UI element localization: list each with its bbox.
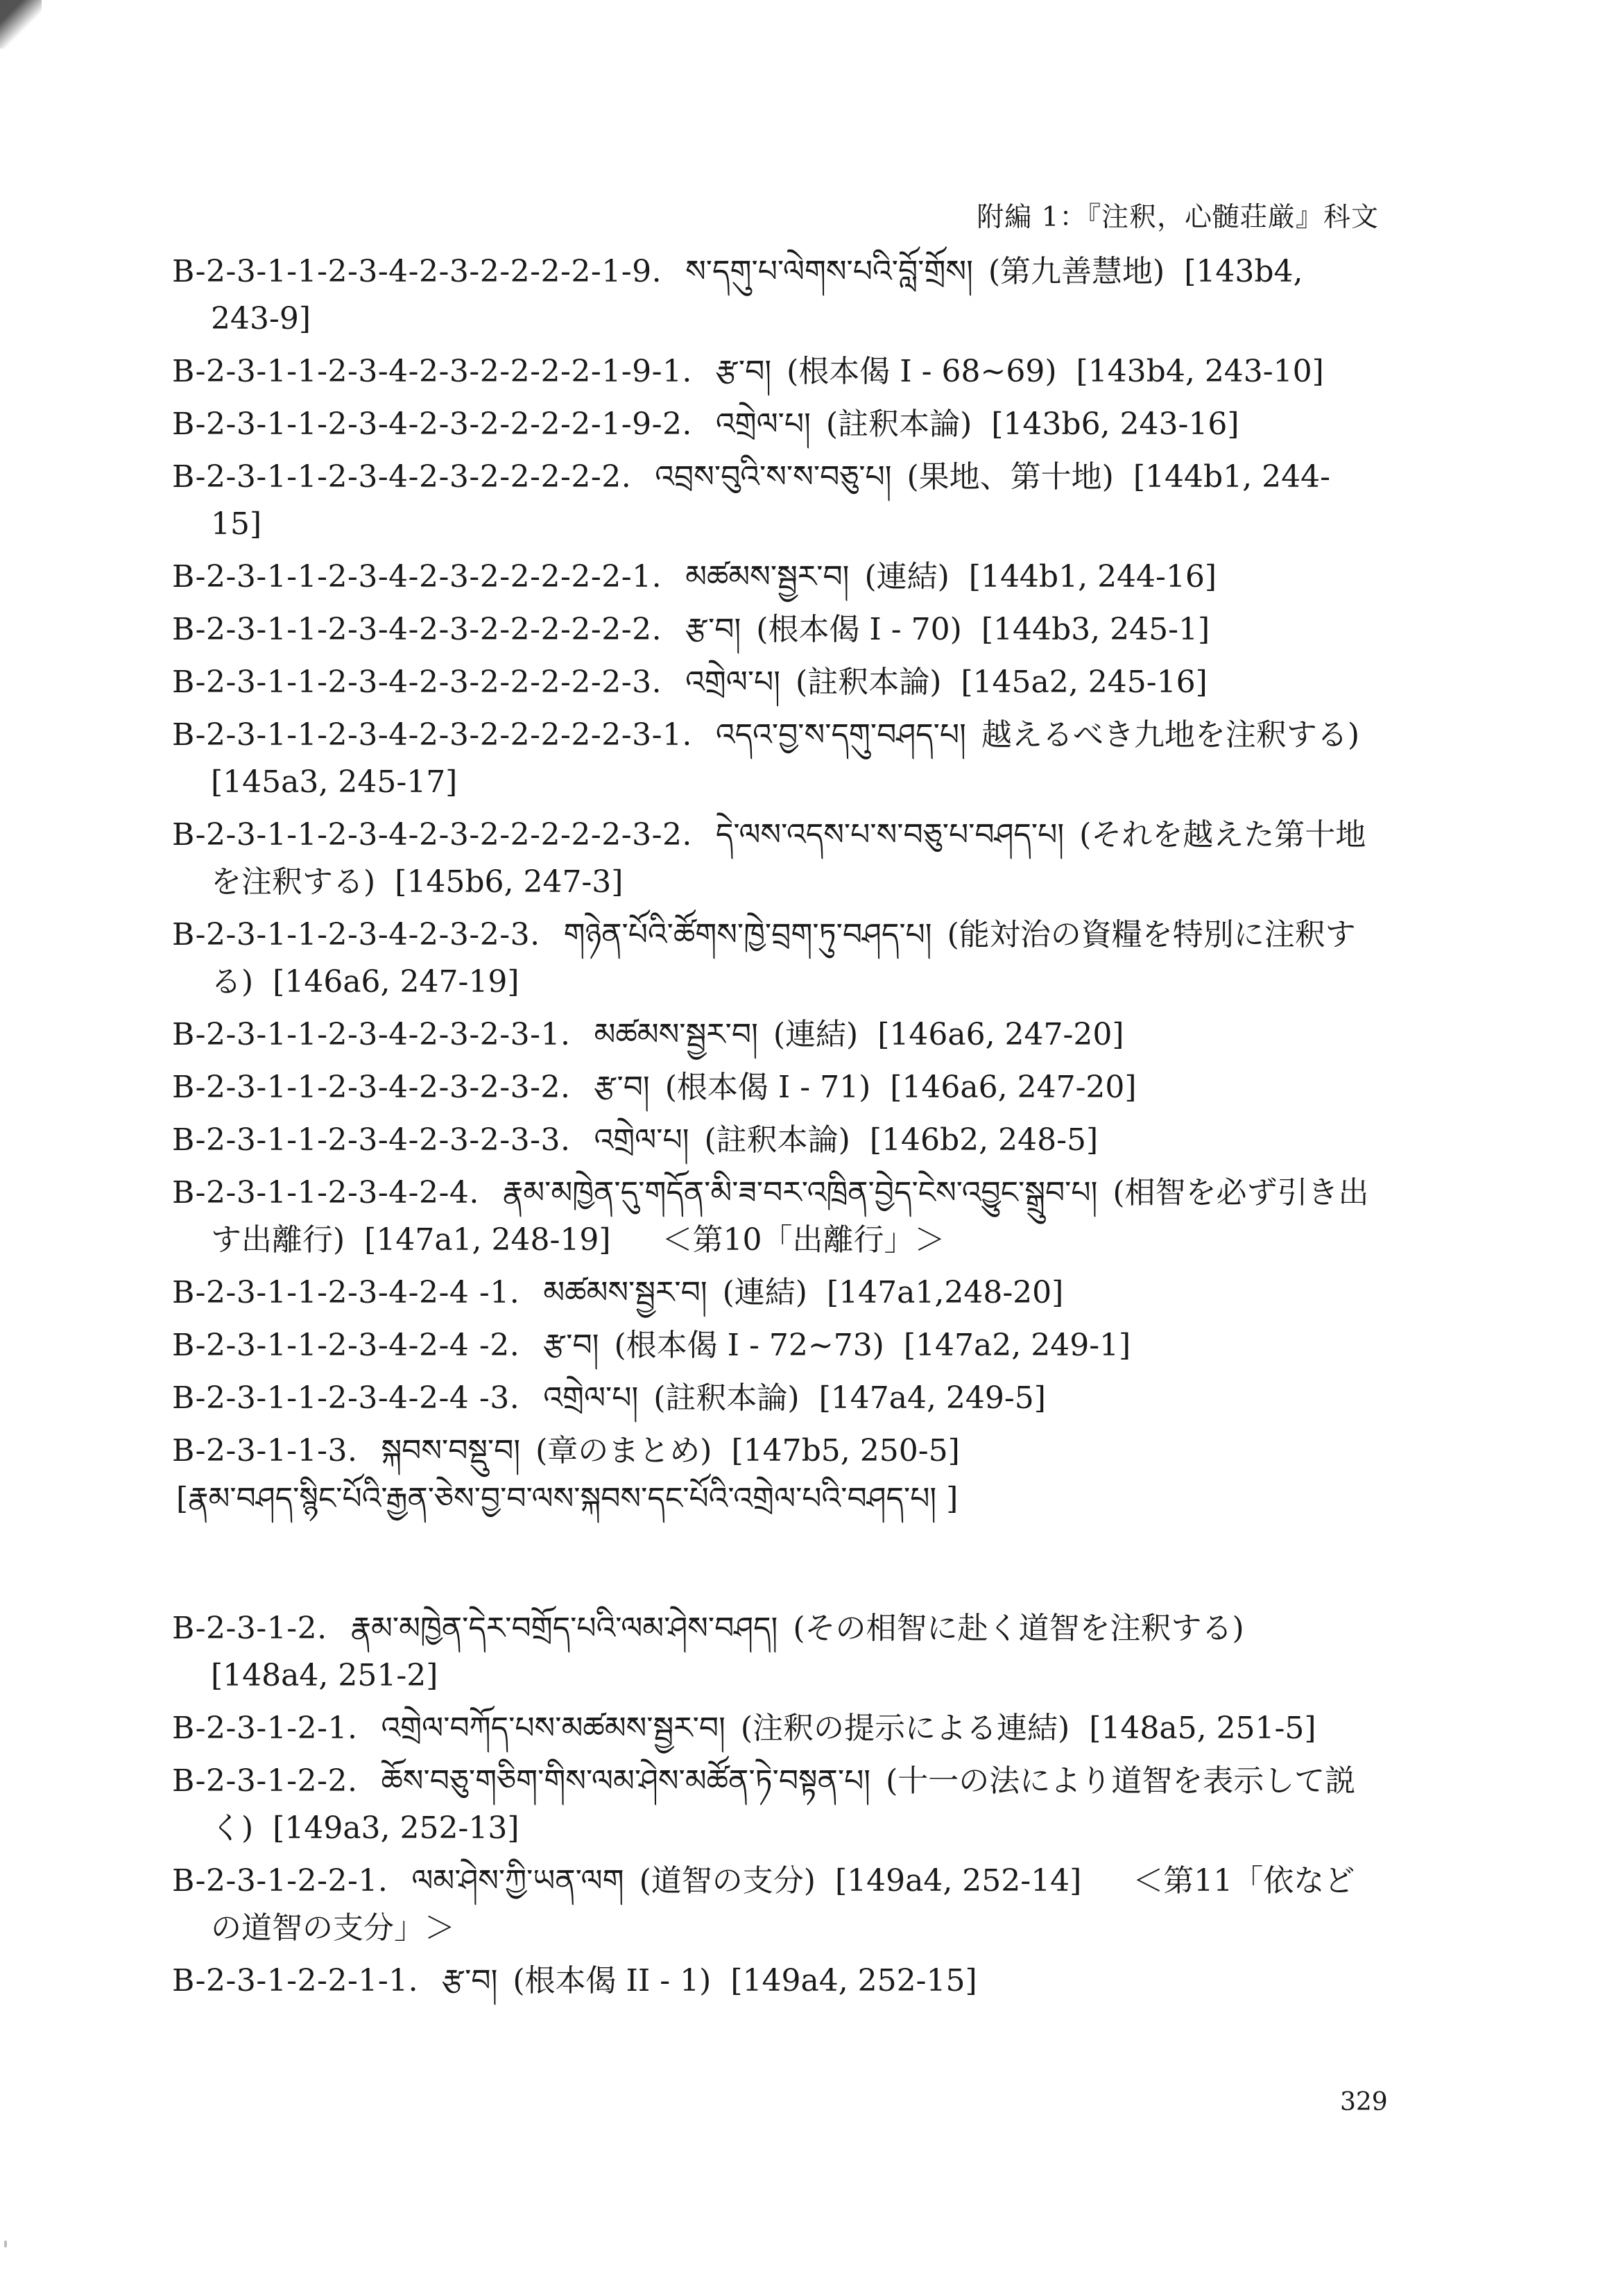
outline-entry: [172, 1064, 1379, 1111]
entry-section-note: ＜第10「出離行」＞: [662, 1222, 945, 1258]
outline-entry: [172, 1170, 1379, 1264]
entry-reference: [148a5, 251-5]: [1089, 1711, 1316, 1746]
entry-japanese-title: (註釈本論): [704, 1122, 850, 1158]
entry-tibetan-title: ལམ་ཤེས་ཀྱི་ཡན་ལག: [411, 1863, 624, 1899]
outline-entry: [172, 1605, 1379, 1699]
entry-code: B-2-3-1-1-2-3-4-2-4 -3.: [172, 1380, 520, 1416]
entry-japanese-title: (連結): [864, 559, 950, 594]
entry-tibetan-title: དེ་ལས་འདས་པ་ས་བཅུ་པ་བཤད་པ།: [715, 817, 1065, 853]
scan-corner-mark: [0, 0, 42, 49]
outline-entry: [172, 1011, 1379, 1059]
entry-japanese-title: (根本偈 I - 70): [756, 612, 962, 647]
chapter-summary-line: [རྣམ་བཤད་སྙིང་པོའི་རྒྱན་ཅེས་བྱ་བ་ལས་སྐབས་དང་པོའི་འགྲེལ་པའི་བཤད་པ། ]: [176, 1481, 959, 1516]
entry-code: B-2-3-1-1-2-3-4-2-3-2-2-2-2-2-3-2.: [172, 817, 692, 853]
entry-tibetan-title: རྩ་བ།: [685, 612, 741, 647]
entry-japanese-title: (十一の法により道智を表示して説く): [211, 1763, 1356, 1846]
entry-tibetan-title: རྩ་བ།: [442, 1963, 498, 1998]
entry-code: B-2-3-1-2.: [172, 1611, 327, 1646]
entry-code: B-2-3-1-1-2-3-4-2-3-2-2-2-2-2-3-1.: [172, 717, 692, 753]
outline-entry: [172, 1375, 1379, 1422]
entry-japanese-title: (根本偈 I - 71): [664, 1070, 871, 1105]
entry-japanese-title: (連結): [773, 1017, 859, 1052]
entry-reference: [146a6, 247-19]: [273, 964, 519, 1000]
outline-entry: [172, 454, 1379, 548]
entry-code: B-2-3-1-1-2-3-4-2-4.: [172, 1175, 479, 1210]
entry-code: B-2-3-1-1-2-3-4-2-4 -1.: [172, 1275, 520, 1310]
entry-code: B-2-3-1-1-2-3-4-2-3-2-2-2-2-1-9-1.: [172, 354, 692, 389]
entry-reference: [143b4, 243-9]: [211, 254, 1303, 336]
outline-entry: [172, 1322, 1379, 1369]
outline-entry: [172, 248, 1379, 343]
outline-list-bottom: [172, 1605, 1379, 2005]
entry-code: B-2-3-1-1-2-3-4-2-3-2-3-2.: [172, 1070, 571, 1105]
entry-tibetan-title: རྩ་བ།: [715, 354, 772, 389]
entry-code: B-2-3-1-1-2-3-4-2-3-2-2-2-2-2.: [172, 459, 632, 495]
entry-tibetan-title: འགྲེལ་བཀོད་པས་མཚམས་སྦྱར་བ།: [381, 1711, 725, 1746]
entry-tibetan-title: འགྲེལ་པ།: [715, 406, 811, 442]
outline-entry: [172, 1269, 1379, 1317]
entry-code: B-2-3-1-1-2-3-4-2-3-2-3.: [172, 917, 540, 952]
entry-japanese-title: (註釈本論): [825, 406, 972, 442]
section-gap: [172, 1523, 1379, 1605]
entry-reference: [145a3, 245-17]: [211, 764, 458, 800]
outline-entry: [172, 1117, 1379, 1164]
entry-japanese-title: (連結): [722, 1275, 807, 1310]
entry-reference: [149a4, 252-15]: [730, 1963, 977, 1998]
entry-reference: [146b2, 248-5]: [869, 1122, 1099, 1158]
page-number: 329: [1340, 2088, 1388, 2116]
entry-reference: [146a6, 247-20]: [877, 1017, 1124, 1052]
outline-entry: [172, 911, 1379, 1006]
outline-entry: [172, 1858, 1379, 1952]
outline-entry: [172, 554, 1379, 601]
entry-reference: [143b6, 243-16]: [991, 406, 1239, 442]
entry-japanese-title: (第九善慧地): [988, 254, 1165, 289]
entry-japanese-title: 越えるべき九地を注釈する): [981, 717, 1360, 753]
outline-list-top: [172, 248, 1379, 1475]
scan-edge-speck: [4, 2241, 7, 2247]
entry-reference: [147b5, 250-5]: [731, 1433, 960, 1468]
entry-reference: [145a2, 245-16]: [961, 665, 1208, 700]
entry-tibetan-title: སྐབས་བསྡུ་བ།: [381, 1433, 521, 1468]
entry-tibetan-title: འགྲེལ་པ།: [685, 665, 781, 700]
outline-entry: [172, 606, 1379, 653]
entry-tibetan-title: འགྲེལ་པ།: [594, 1122, 689, 1158]
entry-tibetan-title: གཉེན་པོའི་ཚོགས་ཁྱེ་བྲག་ཏུ་བཤད་པ།: [563, 917, 932, 952]
entry-japanese-title: (註釈本論): [653, 1380, 800, 1416]
entry-code: B-2-3-1-2-2-1.: [172, 1863, 388, 1899]
entry-japanese-title: (注釈の提示による連結): [740, 1711, 1070, 1746]
entry-code: B-2-3-1-2-2-1-1.: [172, 1963, 419, 1998]
entry-japanese-title: (根本偈 I - 72~73): [614, 1328, 884, 1363]
entry-tibetan-title: མཚམས་སྦྱར་བ།: [594, 1017, 758, 1052]
entry-japanese-title: (相智を必ず引き出す出離行): [211, 1175, 1369, 1258]
entry-tibetan-title: འགྲེལ་པ།: [543, 1380, 639, 1416]
entry-tibetan-title: རྩ་བ།: [543, 1328, 599, 1363]
running-head: 附編 1：『注釈，心髄荘厳』科文: [977, 202, 1379, 233]
entry-reference: [144b3, 245-1]: [981, 612, 1210, 647]
entry-reference: [144b1, 244-16]: [968, 559, 1217, 594]
entry-reference: [149a4, 252-14]: [834, 1863, 1082, 1899]
outline-entry: [172, 1758, 1379, 1852]
entry-tibetan-title: རྣམ་མཁྱེན་དེར་བགྲོད་པའི་ལམ་ཤེས་བཤད།: [350, 1611, 778, 1646]
entry-section-note: ＜第11「依などの道智の支分」＞: [211, 1863, 1355, 1946]
entry-code: B-2-3-1-1-2-3-4-2-3-2-2-2-2-1-9.: [172, 254, 662, 289]
entry-reference: [144b1, 244-15]: [211, 459, 1330, 542]
entry-code: B-2-3-1-1-2-3-4-2-3-2-2-2-2-2-2.: [172, 612, 662, 647]
entry-japanese-title: (根本偈 I - 68~69): [787, 354, 1057, 389]
entry-tibetan-title: ཆོས་བཅུ་གཅིག་གིས་ལམ་ཤེས་མཚོན་ཏེ་བསྟན་པ།: [381, 1763, 871, 1799]
entry-tibetan-title: འདའ་བྱ་ས་དགུ་བཤད་པ།: [715, 717, 966, 753]
entry-tibetan-title: རྣམ་མཁྱེན་དུ་གདོན་མི་ཟ་བར་འཁྲིན་བྱེད་ངེས་འབྱུང་སྒྲུབ་པ།: [502, 1175, 1098, 1210]
entry-reference: [149a3, 252-13]: [273, 1810, 519, 1846]
outline-entry: [172, 1428, 1379, 1475]
entry-code: B-2-3-1-1-2-3-4-2-3-2-2-2-2-2-3.: [172, 665, 662, 700]
entry-code: B-2-3-1-2-1.: [172, 1711, 358, 1746]
entry-code: B-2-3-1-1-2-3-4-2-3-2-2-2-2-2-1.: [172, 559, 662, 594]
entry-reference: [147a2, 249-1]: [903, 1328, 1131, 1363]
outline-entry: [172, 401, 1379, 448]
entry-reference: [145b6, 247-3]: [395, 864, 624, 900]
entry-tibetan-title: འབྲས་བུའི་ས་ས་བཅུ་པ།: [655, 459, 892, 495]
outline-entry: [172, 812, 1379, 906]
outline-entry: [172, 1957, 1379, 2005]
outline-content: [172, 248, 1379, 2005]
entry-tibetan-title: རྩ་བ།: [594, 1070, 650, 1105]
entry-reference: [147a1,248-20]: [826, 1275, 1064, 1310]
entry-reference: [148a4, 251-2]: [211, 1658, 438, 1693]
entry-japanese-title: (註釈本論): [796, 665, 942, 700]
entry-japanese-title: (その相智に赴く道智を注釈する): [793, 1611, 1244, 1646]
entry-reference: [146a6, 247-20]: [890, 1070, 1137, 1105]
entry-tibetan-title: མཚམས་སྦྱར་བ།: [685, 559, 850, 594]
entry-reference: [147a4, 249-5]: [818, 1380, 1046, 1416]
entry-japanese-title: (道智の支分): [639, 1863, 816, 1899]
entry-tibetan-title: ས་དགུ་པ་ལེགས་པའི་བློ་གྲོས།: [685, 254, 973, 289]
entry-japanese-title: (根本偈 II - 1): [513, 1963, 712, 1998]
outline-entry: [172, 348, 1379, 395]
outline-entry: [172, 712, 1379, 806]
entry-japanese-title: (章のまとめ): [535, 1433, 712, 1468]
entry-tibetan-title: མཚམས་སྦྱར་བ།: [543, 1275, 707, 1310]
outline-entry: [172, 1705, 1379, 1752]
entry-japanese-title: (果地、第十地): [907, 459, 1114, 495]
entry-code: B-2-3-1-1-2-3-4-2-4 -2.: [172, 1328, 520, 1363]
entry-reference: [143b4, 243-10]: [1076, 354, 1324, 389]
entry-reference: [147a1, 248-19]: [364, 1222, 611, 1258]
outline-entry: [172, 659, 1379, 706]
entry-code: B-2-3-1-1-2-3-4-2-3-2-3-1.: [172, 1017, 571, 1052]
entry-code: B-2-3-1-1-3.: [172, 1433, 358, 1468]
entry-code: B-2-3-1-1-2-3-4-2-3-2-2-2-2-1-9-2.: [172, 406, 692, 442]
entry-code: B-2-3-1-1-2-3-4-2-3-2-3-3.: [172, 1122, 571, 1158]
entry-japanese-title: (能対治の資糧を特別に注釈する): [211, 917, 1356, 1000]
entry-code: B-2-3-1-2-2.: [172, 1763, 358, 1799]
entry-japanese-title: (それを越えた第十地を注釈する): [211, 817, 1366, 900]
